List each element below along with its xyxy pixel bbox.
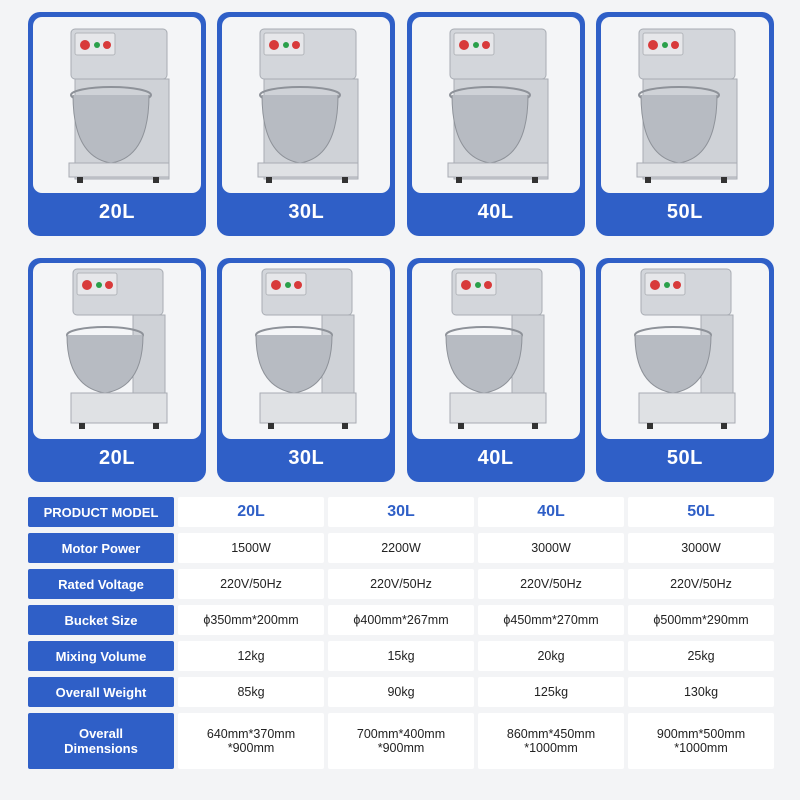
table-cell: 90kg <box>328 677 474 707</box>
spiral-mixer-icon <box>222 17 390 193</box>
spiral-mixer-icon <box>412 263 580 439</box>
model-cell: 20L <box>178 497 324 527</box>
table-cell: 12kg <box>178 641 324 671</box>
table-cell: 700mm*400mm *900mm <box>328 713 474 769</box>
model-cell: 30L <box>328 497 474 527</box>
product-size-label: 20L <box>99 201 135 223</box>
table-cell: ϕ450mm*270mm <box>478 605 624 635</box>
table-row-overall-dimensions <box>28 713 774 769</box>
product-image <box>412 17 580 193</box>
product-size-label: 50L <box>666 201 703 223</box>
spiral-mixer-icon <box>601 17 769 193</box>
product-card-40l-b[interactable] <box>407 258 585 482</box>
table-cell: 2200W <box>328 533 474 563</box>
spiral-mixer-icon <box>33 17 201 193</box>
table-cell: 220V/50Hz <box>178 569 324 599</box>
product-grid <box>28 12 774 482</box>
product-image <box>601 17 769 193</box>
table-cell: 125kg <box>478 677 624 707</box>
row-header: Overall Weight <box>28 677 174 707</box>
table-cell: 220V/50Hz <box>628 569 774 599</box>
product-card-20l-a[interactable] <box>28 12 206 236</box>
table-cell: ϕ400mm*267mm <box>328 605 474 635</box>
model-cell: 40L <box>478 497 624 527</box>
product-image <box>222 263 390 439</box>
product-size-label: 30L <box>288 201 325 223</box>
table-header-row <box>28 497 774 527</box>
table-cell: 85kg <box>178 677 324 707</box>
table-cell: 900mm*500mm *1000mm <box>628 713 774 769</box>
table-cell: 20kg <box>478 641 624 671</box>
row-header: Overall Dimensions <box>28 713 174 769</box>
table-cell: 860mm*450mm *1000mm <box>478 713 624 769</box>
product-card-50l-a[interactable] <box>596 12 774 236</box>
spec-table <box>28 497 774 775</box>
product-size-label: 20L <box>99 447 135 469</box>
product-image <box>222 17 390 193</box>
table-cell: ϕ500mm*290mm <box>628 605 774 635</box>
product-card-40l-a[interactable] <box>407 12 585 236</box>
row-header: Mixing Volume <box>28 641 174 671</box>
spiral-mixer-icon <box>33 263 201 439</box>
table-row-bucket-size <box>28 605 774 635</box>
product-image <box>412 263 580 439</box>
spiral-mixer-icon <box>601 263 769 439</box>
row-header: Motor Power <box>28 533 174 563</box>
table-cell: 220V/50Hz <box>328 569 474 599</box>
table-cell: ϕ350mm*200mm <box>178 605 324 635</box>
product-image <box>601 263 769 439</box>
table-row-mixing-volume <box>28 641 774 671</box>
table-cell: 15kg <box>328 641 474 671</box>
product-card-20l-b[interactable] <box>28 258 206 482</box>
model-cell: 50L <box>628 497 774 527</box>
table-cell: 3000W <box>478 533 624 563</box>
product-size-label: 30L <box>288 447 325 469</box>
table-cell: 25kg <box>628 641 774 671</box>
row-header: Bucket Size <box>28 605 174 635</box>
row-header: PRODUCT MODEL <box>28 497 174 527</box>
table-row-rated-voltage <box>28 569 774 599</box>
table-cell: 130kg <box>628 677 774 707</box>
product-image <box>33 17 201 193</box>
product-size-label: 40L <box>477 201 514 223</box>
spiral-mixer-icon <box>412 17 580 193</box>
table-cell: 3000W <box>628 533 774 563</box>
spiral-mixer-icon <box>222 263 390 439</box>
product-card-30l-b[interactable] <box>217 258 395 482</box>
product-card-50l-b[interactable] <box>596 258 774 482</box>
table-row-motor-power <box>28 533 774 563</box>
product-size-label: 50L <box>666 447 703 469</box>
row-header: Rated Voltage <box>28 569 174 599</box>
product-image <box>33 263 201 439</box>
product-card-30l-a[interactable] <box>217 12 395 236</box>
table-cell: 640mm*370mm *900mm <box>178 713 324 769</box>
product-size-label: 40L <box>477 447 514 469</box>
table-cell: 1500W <box>178 533 324 563</box>
table-row-overall-weight <box>28 677 774 707</box>
table-cell: 220V/50Hz <box>478 569 624 599</box>
